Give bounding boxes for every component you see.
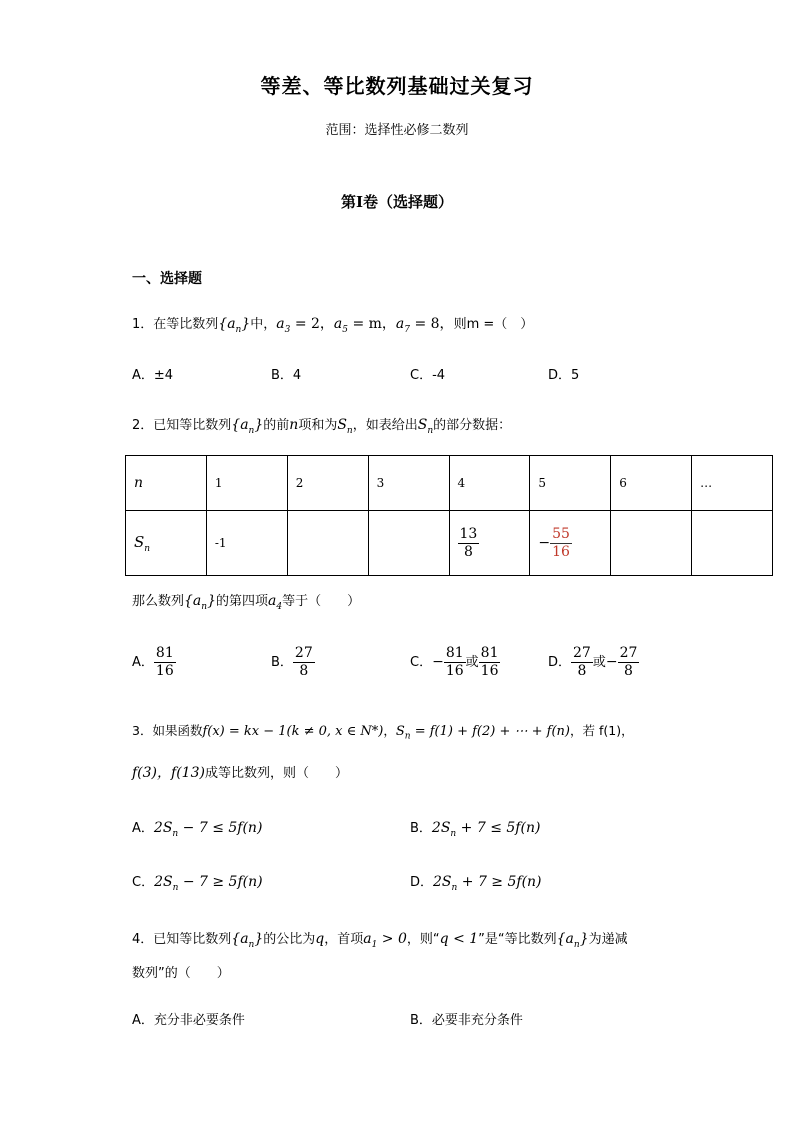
- table-cell: [692, 511, 773, 576]
- q3-option-a: A．$2S_n - 7 \le 5f(n)$: [132, 820, 263, 839]
- q1-ask: 则m =（ ）: [453, 317, 534, 332]
- q2-option-a: A． $\frac{81}{16}$: [132, 645, 174, 679]
- q3-option-d: D．$2S_n + 7 \ge 5f(n)$: [410, 874, 542, 893]
- q1-option-d: D．5: [548, 368, 580, 383]
- q1-a7-val: = 8，: [410, 316, 454, 332]
- table-cell: $S_n$: [126, 511, 207, 576]
- question-4-line-1: 4．已知等比数列$\{a_n\}$的公比为q，首项$a_1 > 0$，则“q < 1”是“等比数列$\{a_n\}$为递减: [132, 931, 628, 950]
- table-cell: 2: [287, 456, 368, 511]
- q1-mid: 中，: [250, 317, 277, 332]
- question-1-stem: [132, 313, 533, 335]
- table-cell: [611, 511, 692, 576]
- table-cell: n: [126, 456, 207, 511]
- document-title: 等差、等比数列基础过关复习: [260, 74, 534, 98]
- question-2-followup: 那么数列$\{a_n\}$的第四项$a_4$等于（ ）: [132, 593, 361, 612]
- q2-option-d: D． $\frac{27}{8}$ 或− $\frac{27}{8}$: [548, 645, 638, 679]
- table-cell: 6: [611, 456, 692, 511]
- table-cell: [287, 511, 368, 576]
- q1-seq: $\{a_n\}$: [218, 316, 251, 335]
- table-cell: 5: [530, 456, 611, 511]
- q2-option-b: B． $\frac{27}{8}$: [271, 645, 313, 679]
- document-subtitle: 范围：选择性必修二数列: [325, 123, 469, 138]
- table-cell: [449, 511, 530, 576]
- q4-option-a: A．充分非必要条件: [132, 1013, 245, 1028]
- q1-a7: $a_7$: [395, 316, 411, 335]
- q1-option-b: B．4: [271, 368, 302, 383]
- q2-option-c: C．− $\frac{81}{16}$ 或 $\frac{81}{16}$: [410, 645, 499, 679]
- q1-option-a: A．±4: [132, 368, 174, 383]
- question-3-line-1: 3．如果函数f(x) = kx − 1(k ≠ 0, x ∈ N*)，$S_n = f(1) + f(2)$ + ⋯ + f(n)，若 f(1)，: [132, 723, 634, 742]
- section-heading: 一、选择题: [132, 271, 202, 287]
- q1-a5-val: = m，: [348, 316, 396, 332]
- q1-option-c: C．-4: [410, 368, 446, 383]
- fraction-s4: $\frac{13}{8}$: [459, 525, 478, 560]
- table-row-n: [126, 456, 773, 511]
- q1-prefix: 1．在等比数列: [132, 317, 219, 332]
- table-cell: 1: [206, 456, 287, 511]
- minus-sign: −: [538, 534, 551, 551]
- partial-sums-table: [125, 455, 773, 576]
- table-cell: …: [692, 456, 773, 511]
- part-heading: 第Ⅰ卷（选择题）: [340, 193, 454, 211]
- table-cell: [368, 511, 449, 576]
- question-3-line-2: f(3)，f(13)成等比数列，则（ ）: [132, 765, 348, 781]
- table-cell: -1: [206, 511, 287, 576]
- q3-option-b: B．$2S_n + 7 \le 5f(n)$: [410, 820, 541, 839]
- table-cell: [530, 511, 611, 576]
- table-row-sn: [126, 511, 773, 576]
- q1-a3: $a_3$: [276, 316, 291, 335]
- table-cell: 4: [449, 456, 530, 511]
- q3-option-c: C．$2S_n - 7 \ge 5f(n)$: [132, 874, 263, 893]
- table-cell: 3: [368, 456, 449, 511]
- fraction-s5: $\frac{55}{16}$: [552, 525, 570, 560]
- question-2-stem: 2．已知等比数列$\{a_n\}$的前n项和为$S_n$，如表给出$S_n$的部分数据：: [132, 417, 512, 436]
- question-4-line-2: 数列”的（ ）: [132, 966, 230, 981]
- q4-option-b: B．必要非充分条件: [410, 1013, 523, 1028]
- q1-a3-val: = 2，: [290, 316, 334, 332]
- q1-a5: $a_5$: [333, 316, 349, 335]
